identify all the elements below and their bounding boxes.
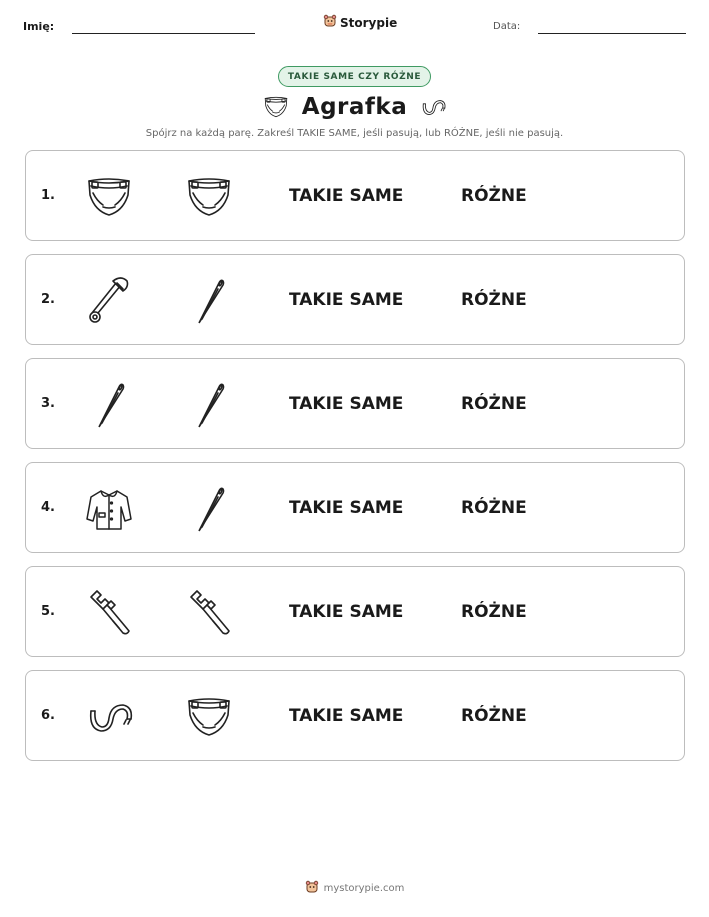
- exercise-row-1: [25, 150, 685, 241]
- row-number: 4.: [41, 500, 55, 515]
- exercise-row-3: [25, 358, 685, 449]
- different-option[interactable]: RÓŻNE: [461, 289, 527, 310]
- different-option[interactable]: RÓŻNE: [461, 185, 527, 206]
- same-option[interactable]: TAKIE SAME: [289, 393, 404, 414]
- name-line: [72, 33, 255, 34]
- brand-name: Storypie: [340, 15, 398, 30]
- mascot-icon: [323, 13, 337, 32]
- page-title: Agrafka: [301, 94, 408, 120]
- exercise-row-4: [25, 462, 685, 553]
- row-number: 5.: [41, 604, 55, 619]
- same-option[interactable]: TAKIE SAME: [289, 497, 404, 518]
- exercise-row-2: [25, 254, 685, 345]
- wrench-icon: [183, 587, 235, 639]
- instructions: Spójrz na każdą parę. Zakreśl TAKIE SAME, jeśli pasują, lub RÓŻNE, jeśli nie pasują.: [145, 128, 564, 139]
- mascot-icon: [305, 880, 319, 897]
- row-number: 2.: [41, 292, 55, 307]
- diaper-icon: [83, 171, 135, 223]
- exercise-row-5: [25, 566, 685, 657]
- shirt-icon: [83, 483, 135, 535]
- safety-pin-icon: [419, 93, 447, 121]
- different-option[interactable]: RÓŻNE: [461, 601, 527, 622]
- same-option[interactable]: TAKIE SAME: [289, 705, 404, 726]
- exercise-list: [25, 150, 685, 774]
- safety-pin-icon: [83, 275, 135, 327]
- different-option[interactable]: RÓŻNE: [461, 497, 527, 518]
- row-number: 3.: [41, 396, 55, 411]
- worksheet-type-badge: TAKIE SAME CZY RÓŻNE: [278, 66, 431, 87]
- brand-logo: [323, 13, 397, 32]
- different-option[interactable]: RÓŻNE: [461, 393, 527, 414]
- row-number: 1.: [41, 188, 55, 203]
- diaper-icon: [262, 93, 290, 121]
- wrench-icon: [83, 587, 135, 639]
- open-pin-icon: [83, 691, 135, 743]
- needle-icon: [83, 379, 135, 431]
- same-option[interactable]: TAKIE SAME: [289, 185, 404, 206]
- different-option[interactable]: RÓŻNE: [461, 705, 527, 726]
- diaper-icon: [183, 171, 235, 223]
- same-option[interactable]: TAKIE SAME: [289, 289, 404, 310]
- needle-icon: [183, 379, 235, 431]
- diaper-icon: [183, 691, 235, 743]
- needle-icon: [183, 275, 235, 327]
- footer-url: mystorypie.com: [323, 883, 405, 894]
- same-option[interactable]: TAKIE SAME: [289, 601, 404, 622]
- date-line: [538, 33, 686, 34]
- footer: [0, 880, 709, 897]
- title-row: [0, 90, 709, 124]
- needle-icon: [183, 483, 235, 535]
- row-number: 6.: [41, 708, 55, 723]
- exercise-row-6: [25, 670, 685, 761]
- worksheet-header: [0, 0, 709, 50]
- name-label: Imię:: [23, 20, 55, 33]
- date-label: Data:: [493, 21, 521, 32]
